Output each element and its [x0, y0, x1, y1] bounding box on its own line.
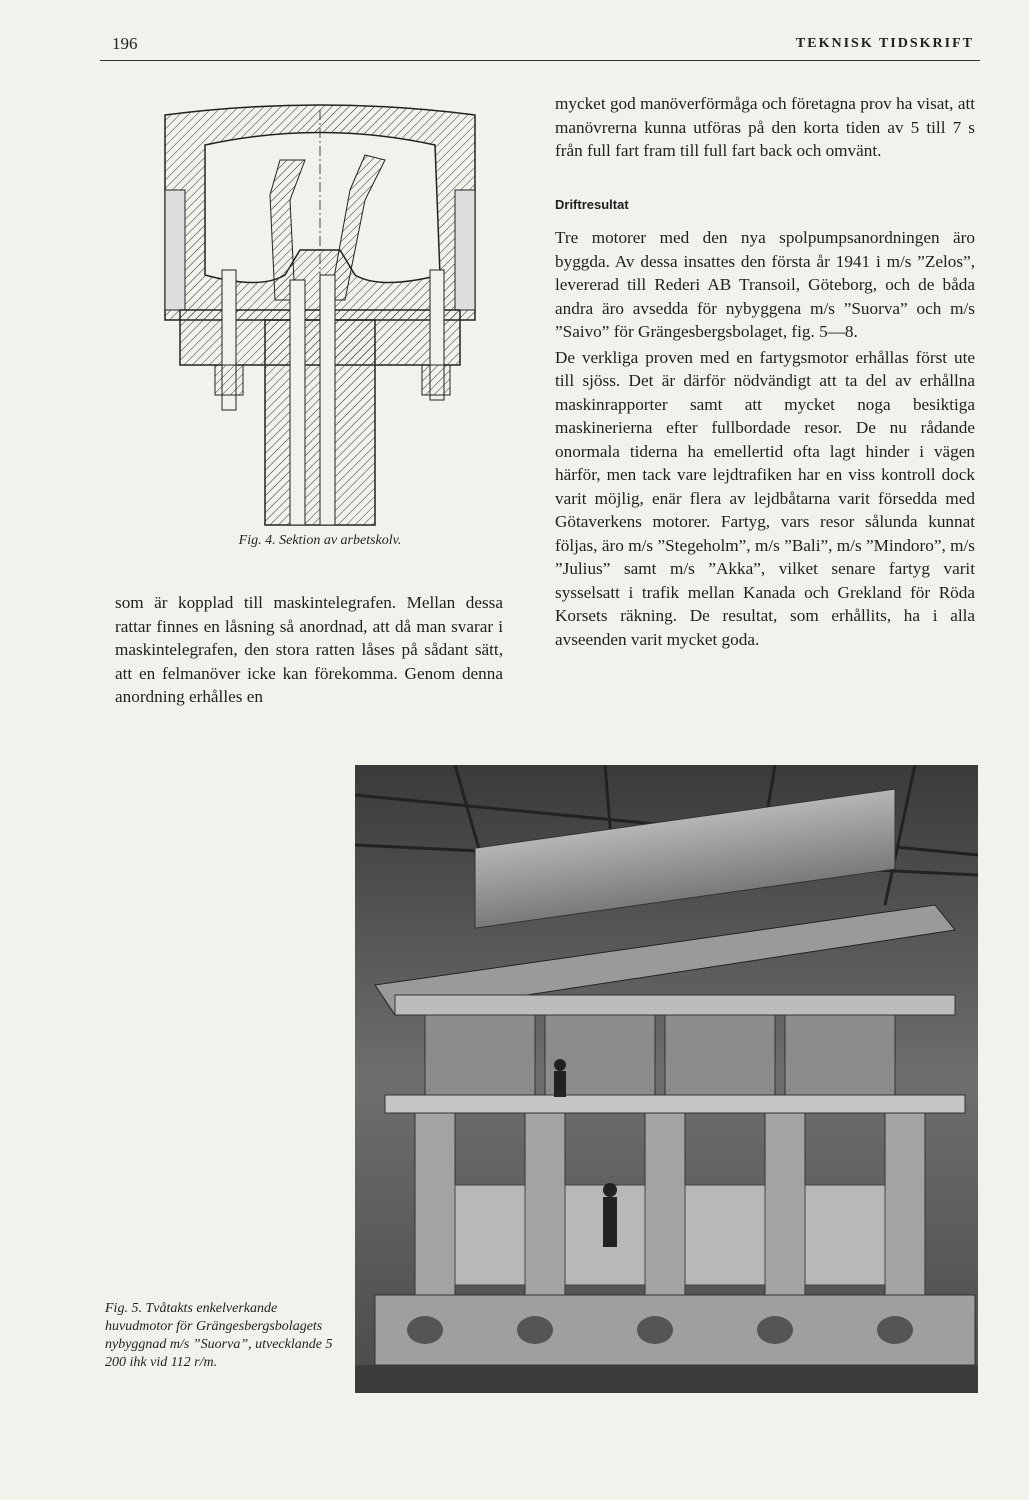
section-heading-driftresultat: Driftresultat	[555, 196, 629, 212]
page-header	[100, 30, 980, 61]
figure-5-engine-photo	[355, 765, 978, 1393]
journal-title: TEKNISK TIDSKRIFT	[795, 36, 974, 51]
right-paragraph-1: mycket god manöverförmåga och företagna prov ha visat, att manövrerna kunna utföras på den korta tiden av 5 till 7 s från full fart fram till full fart back och omvänt.	[555, 94, 975, 160]
left-column	[115, 591, 503, 709]
figure-4-piston-section	[160, 100, 480, 530]
page-number: 196	[112, 34, 138, 53]
right-paragraph-2: Tre motorer med den nya spolpumpsanordningen äro byggda. Av dessa insattes den första år 1941 i m/s ”Zelos”, levererad till Rederi AB Transoil, Göteborg, och de båda andra äro avsedda för nybyggena m/s ”Suorva” och m/s ”Saivo” för Grängesbergsbolaget, fig. 5—8.	[555, 228, 975, 341]
figure-5-caption: Fig. 5. Tvåtakts enkelverkande huvudmotor för Grängesbergsbolagets nybyggnad m/s ”Suorva”, utvecklande 5 200 ihk vid 112 r/m.	[105, 1301, 333, 1370]
figure-4-caption: Fig. 4. Sektion av arbetskolv.	[238, 533, 402, 548]
right-column	[555, 92, 975, 651]
right-paragraph-3: De verkliga proven med en fartygsmotor erhållas först ute till sjöss. Det är därför nödvändigt att ta del av erhållna maskinrapporter samt att mycket noga besiktiga maskinerierna efter fullbordade resor. De nu rådande onormala tiderna ha emellertid ofta lagt hinder i vägen härför, men tack vare lejdtrafiken har en viss kontroll dock varit möjlig, enär flera av lejdbåtarna varit försedda med Götaverkens motorer. Fartyg, vars resor sålunda kunnat följas, äro m/s ”Stegeholm”, m/s ”Bali”, m/s ”Mindoro”, m/s ”Julius” samt m/s ”Akka”, vilket senare fartyg varit sysselsatt i trafik mellan Kanada och Grekland för Röda Korsets räkning. De resultat, som erhållits, ha i alla avseenden varit mycket goda.	[555, 347, 975, 649]
left-paragraph: som är kopplad till maskintelegrafen. Mellan dessa rattar finnes en låsning så anordnad, att då man svarar i maskintelegrafen, den stora ratten låses på sådant sätt, att en felmanöver icke kan förekomma. Genom denna anordning erhålles en	[115, 593, 503, 706]
